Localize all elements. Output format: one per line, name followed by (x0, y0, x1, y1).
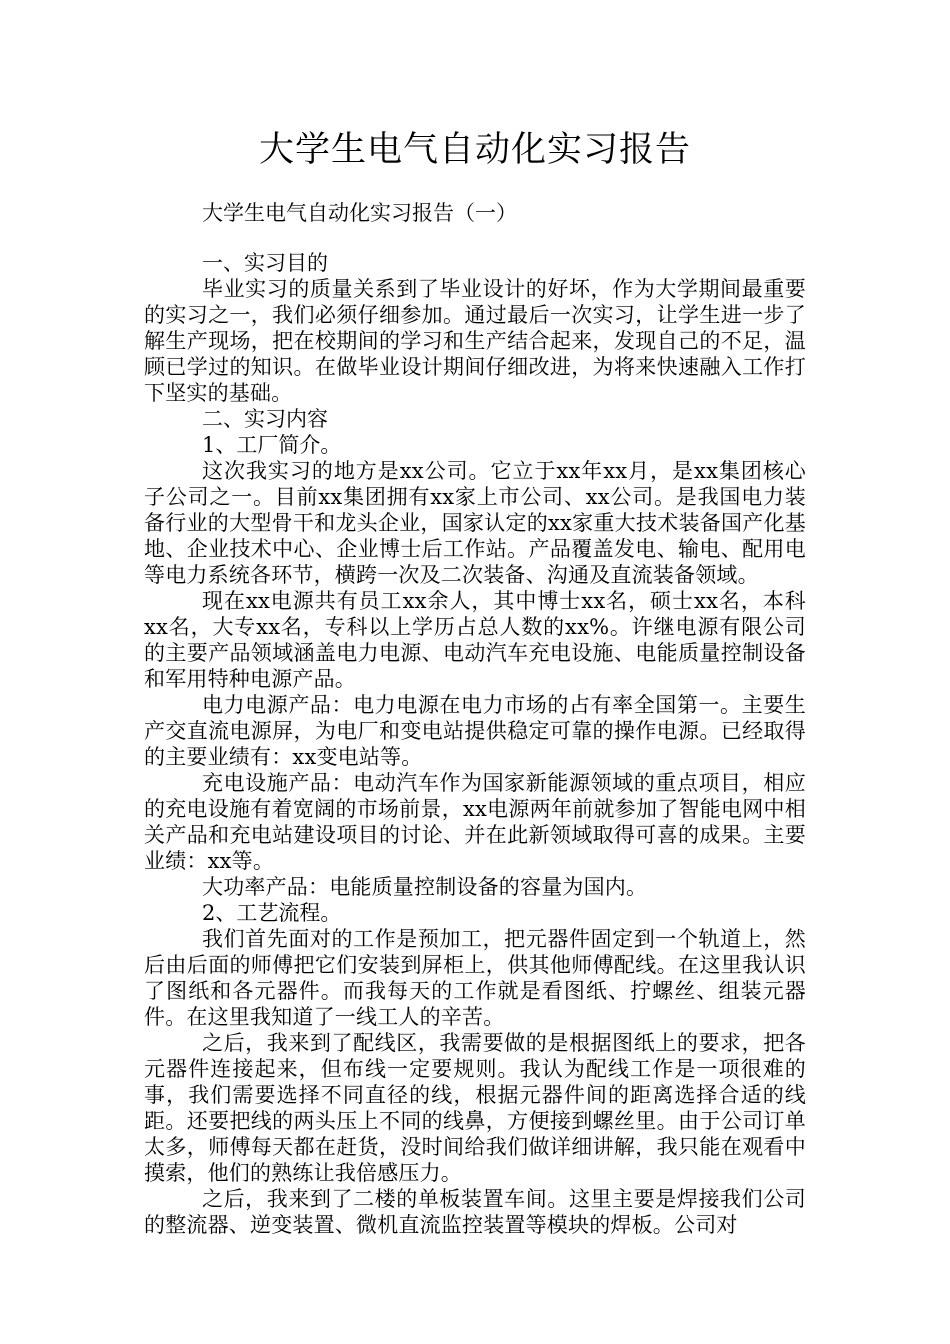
paragraph-purpose: 毕业实习的质量关系到了毕业设计的好坏，作为大学期间最重要的实习之一，我们必须仔细参加。通过最后一次实习，让学生进一步了解生产现场，把在校期间的学习和生产结合起来，发现自己的不足，温顾已学过的知识。在做毕业设计期间仔细改进，为将来快速融入工作打下坚实的基础。 (144, 277, 806, 405)
paragraph-preprocessing: 我们首先面对的工作是预加工，把元器件固定到一个轨道上，然后由后面的师傅把它们安装到屏柜上，供其他师傅配线。在这里我认识了图纸和各元器件。而我每天的工作就是看图纸、拧螺丝、组装元器件。在这里我知道了一线工人的辛苦。 (144, 927, 806, 1029)
paragraph-factory-intro: 这次我实习的地方是xx公司。它立于xx年xx月，是xx集团核心子公司之一。目前xx集团拥有xx家上市公司、xx公司。是我国电力装备行业的大型骨干和龙头企业，国家认定的xx家重大技术装备国产化基地、企业技术中心、企业博士后工作站。产品覆盖发电、输电、配用电等电力系统各环节，横跨一次及二次装备、沟通及直流装备领域。 (144, 459, 806, 587)
document-subtitle: 大学生电气自动化实习报告（一） (202, 201, 517, 225)
paragraph-charging-products: 充电设施产品：电动汽车作为国家新能源领域的重点项目，相应的充电设施有着宽阔的市场前景，xx电源两年前就参加了智能电网中相关产品和充电站建设项目的讨论、并在此新领域取得可喜的成果。主要业绩：xx等。 (144, 771, 806, 873)
paragraph-wiring: 之后，我来到了配线区，我需要做的是根据图纸上的要求，把各元器件连接起来，但布线一定要规则。我认为配线工作是一项很难的事，我们需要选择不同直径的线，根据元器件间的距离选择合适的线距。还要把线的两头压上不同的线鼻，方便接到螺丝里。由于公司订单太多，师傅每天都在赶货，没时间给我们做详细讲解，我只能在观看中摸索，他们的熟练让我倍感压力。 (144, 1031, 806, 1185)
document-body (144, 200, 806, 1238)
document-title: 大学生电气自动化实习报告 (258, 130, 691, 170)
section-heading-purpose: 一、实习目的 (202, 251, 328, 275)
section-heading-content: 二、实习内容 (202, 407, 328, 431)
subsection-heading-process: 2、工艺流程。 (202, 901, 342, 925)
subsection-heading-factory: 1、工厂简介。 (202, 433, 342, 457)
paragraph-board-assembly: 之后，我来到了二楼的单板装置车间。这里主要是焊接我们公司的整流器、逆变装置、微机直流监控装置等模块的焊板。公司对 (144, 1187, 806, 1237)
paragraph-staff: 现在xx电源共有员工xx余人，其中博士xx名，硕士xx名，本科xx名，大专xx名，专科以上学历占总人数的xx%。许继电源有限公司的主要产品领域涵盖电力电源、电动汽车充电设施、电能质量控制设备和军用特种电源产品。 (144, 589, 806, 691)
paragraph-high-power-products: 大功率产品：电能质量控制设备的容量为国内。 (202, 875, 648, 899)
paragraph-power-products: 电力电源产品：电力电源在电力市场的占有率全国第一。主要生产交直流电源屏，为电厂和变电站提供稳定可靠的操作电源。已经取得的主要业绩有：xx变电站等。 (144, 693, 806, 769)
